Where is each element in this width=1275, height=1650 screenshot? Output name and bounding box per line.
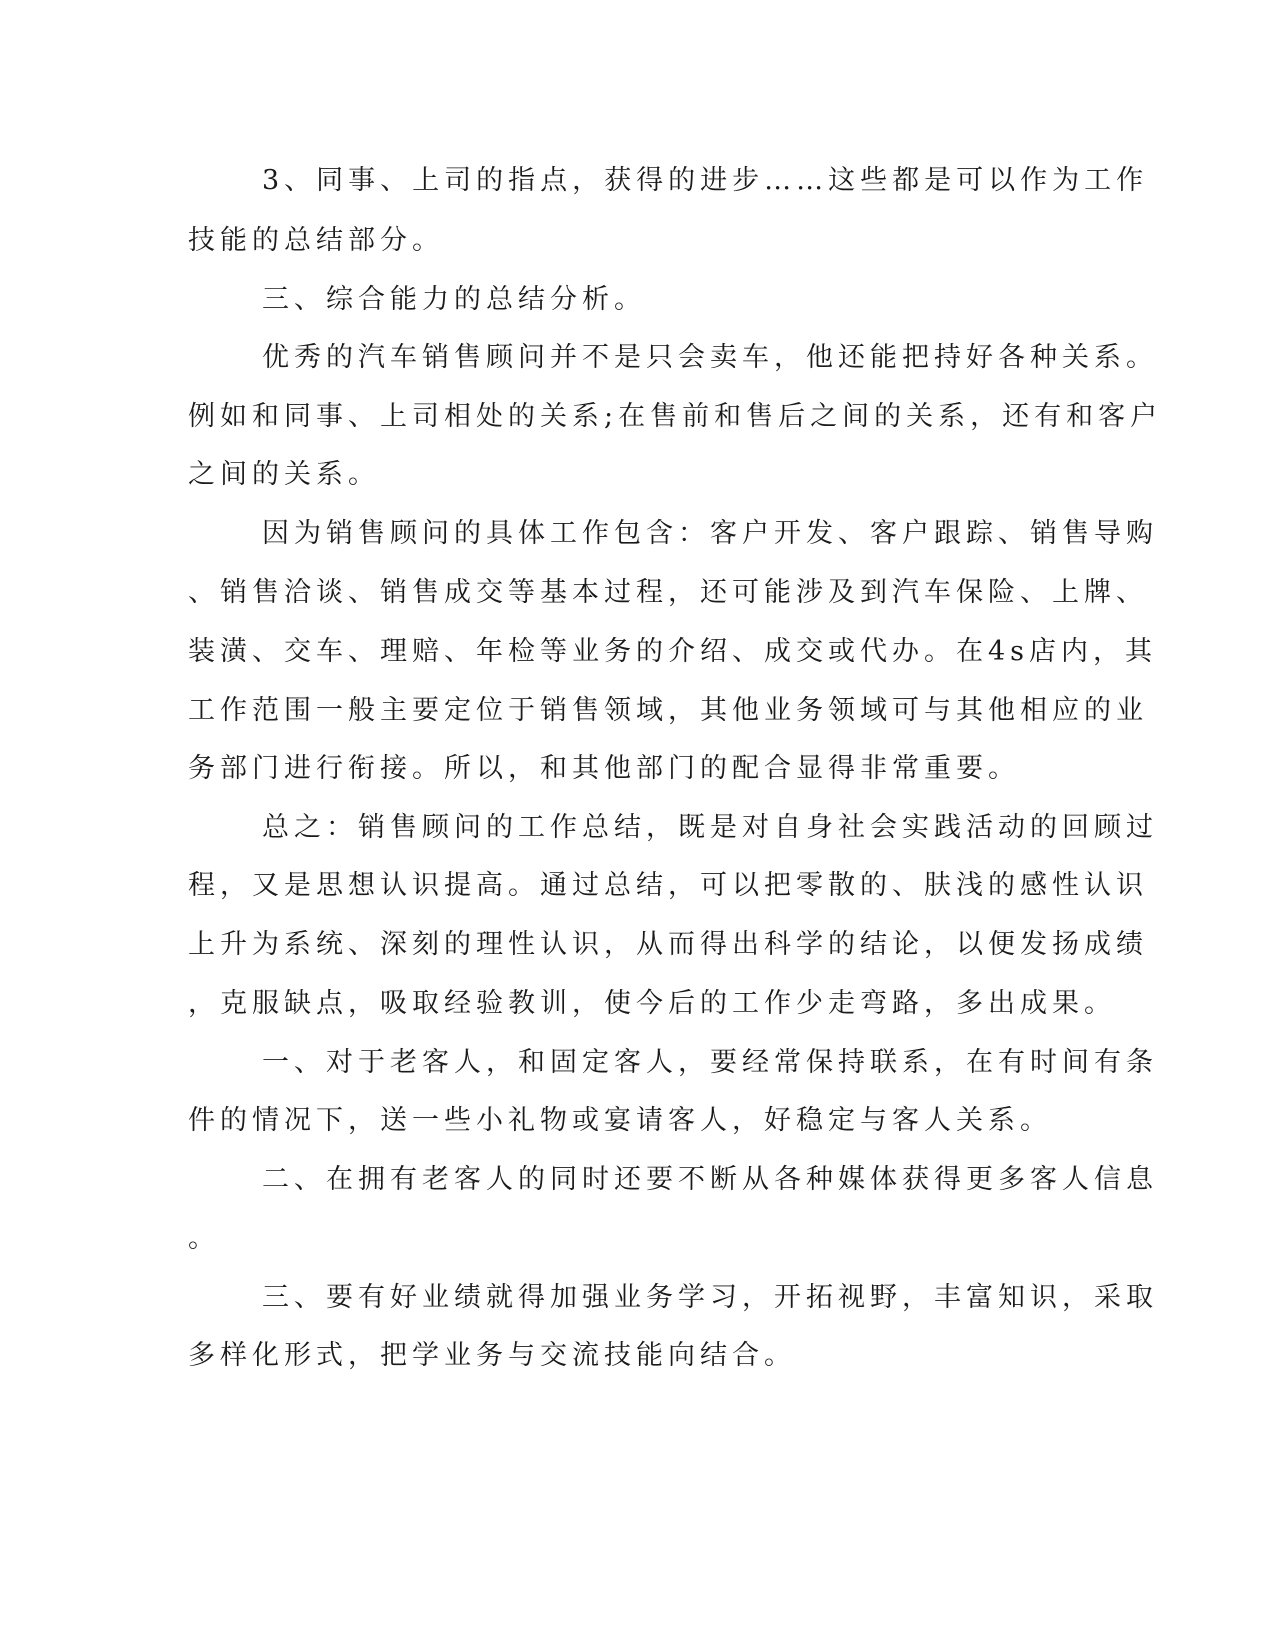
text-line: 多样化形式，把学业务与交流技能向结合。 (188, 1340, 796, 1371)
text-line: 装潢、交车、理赔、年检等业务的介绍、成交或代办。在4s店内，其 (188, 636, 1158, 667)
text-line: 。 (188, 1223, 220, 1254)
text-line: 程，又是思想认识提高。通过总结，可以把零散的、肤浅的感性认识 (188, 870, 1148, 901)
section-heading: 三、综合能力的总结分析。 (262, 284, 646, 315)
text-line: 因为销售顾问的具体工作包含：客户开发、客户跟踪、销售导购 (262, 518, 1158, 549)
text-line: 一、对于老客人，和固定客人，要经常保持联系，在有时间有条 (262, 1047, 1158, 1078)
text-line: 上升为系统、深刻的理性认识，从而得出科学的结论，以便发扬成绩 (188, 929, 1148, 960)
text-line: 例如和同事、上司相处的关系;在售前和售后之间的关系，还有和客户 (188, 401, 1163, 432)
text-line: 三、要有好业绩就得加强业务学习，开拓视野，丰富知识，采取 (262, 1282, 1158, 1313)
text-line: 务部门进行衔接。所以，和其他部门的配合显得非常重要。 (188, 753, 1020, 784)
text-line: 之间的关系。 (188, 459, 380, 490)
text-line: 技能的总结部分。 (188, 225, 444, 256)
text-line: 总之：销售顾问的工作总结，既是对自身社会实践活动的回顾过 (262, 812, 1158, 843)
text-line: 二、在拥有老客人的同时还要不断从各种媒体获得更多客人信息 (262, 1164, 1158, 1195)
text-line: 、销售洽谈、销售成交等基本过程，还可能涉及到汽车保险、上牌、 (188, 577, 1148, 608)
text-line: ，克服缺点，吸取经验教训，使今后的工作少走弯路，多出成果。 (188, 988, 1116, 1019)
text-line: 3、同事、上司的指点，获得的进步……这些都是可以作为工作 (262, 165, 1149, 196)
text-line: 件的情况下，送一些小礼物或宴请客人，好稳定与客人关系。 (188, 1105, 1052, 1136)
text-line: 优秀的汽车销售顾问并不是只会卖车，他还能把持好各种关系。 (262, 342, 1158, 373)
text-line: 工作范围一般主要定位于销售领域，其他业务领域可与其他相应的业 (188, 695, 1148, 726)
